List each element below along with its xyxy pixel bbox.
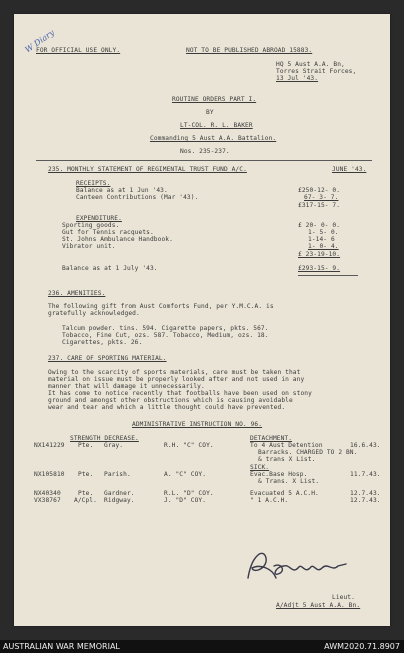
section-236-intro: The following gift from Aust Comforts Fund, per Y.M.C.A. is [48, 303, 274, 310]
surname: Gray. [104, 442, 124, 449]
section-236-intro: gratefully acknowledged. [48, 310, 140, 317]
archive-reference: AWM2020.71.8907 [324, 642, 400, 651]
closing-balance-amount: £293-15- 9. [298, 265, 341, 272]
detail: Evac.Base Hosp. [250, 471, 308, 478]
expenditure-item-amount: 1- 0- 4. [308, 243, 339, 250]
expenditure-item-label: St. Johns Ambulance Handbook. [62, 236, 173, 243]
rank: Pte. [78, 490, 94, 497]
document-date: 13 Jul '43. [276, 75, 319, 82]
company: R.L. "D" COY. [164, 490, 214, 497]
company: A. "C" COY. [164, 471, 207, 478]
company: J. "D" COY. [164, 497, 207, 504]
section-237-line: material on issue must be properly looked after and not used in any [48, 376, 305, 383]
amenities-row: Talcum powder. tins. 594. Cigarette papers, pkts. 567. [62, 325, 269, 332]
receipt-amount: £250-12- 0. [298, 187, 341, 194]
receipt-label: Canteen Contributions (Mar '43). [76, 194, 199, 201]
signature-title: Lieut. [332, 594, 355, 601]
entry-date: 12.7.43. [350, 497, 381, 504]
receipt-amount: 67- 3- 7. [304, 194, 339, 201]
amenities-row: Tobacco, Fine Cut, ozs. 587. Tobacco, Medium, ozs. 18. [62, 332, 269, 339]
not-published-label: NOT TO BE PUBLISHED ABROAD 15883. [186, 47, 313, 54]
receipts-total: £317-15- 7. [298, 202, 341, 209]
entry-date: 16.6.43. [350, 442, 381, 449]
expenditure-item-amount: 1-14- 6 [308, 236, 335, 243]
section-235-month: JUNE '43. [332, 166, 367, 173]
surname: Gardner. [104, 490, 135, 497]
signature-role: A/Adjt 5 Aust A.A. Bn. [276, 602, 361, 609]
expenditure-item-amount: £ 20- 0- 0. [298, 222, 341, 229]
archive-footer [0, 640, 404, 653]
service-number: NX105810 [34, 471, 65, 478]
expenditure-label: EXPENDITURE. [76, 215, 122, 222]
section-237-line: It has come to notice recently that footballs have been used on stony [48, 390, 312, 397]
surname: Ridgway. [104, 497, 135, 504]
title-by: BY [206, 109, 214, 116]
expenditure-item-amount: 1- 5- 0. [308, 229, 339, 236]
section-237-line: Owing to the scarcity of sports materials, care must be taken that [48, 369, 301, 376]
detail: To 4 Aust Detention [250, 442, 323, 449]
document-page [14, 14, 390, 626]
company: R.H. "C" COY. [164, 442, 214, 449]
detail-continued: & Trans. X List. [258, 478, 320, 485]
section-237-line: manner that will damage it unnecessarily. [48, 383, 205, 390]
admin-heading: ADMINISTRATIVE INSTRUCTION NO. 96. [132, 421, 263, 428]
receipts-label: RECEIPTS. [76, 180, 111, 187]
detail: " 1 A.C.H. [250, 497, 289, 504]
title-command: Commanding 5 Aust A.A. Battalion. [150, 135, 277, 142]
section-237-heading: 237. CARE OF SPORTING MATERIAL. [48, 355, 167, 362]
section-237-line: wear and tear and which a little thought could have prevented. [48, 404, 286, 411]
surname: Parish. [104, 471, 131, 478]
title-routine-orders: ROUTINE ORDERS PART I. [172, 96, 257, 103]
detail-continued: Barracks. CHARGED TO 2 BN. [258, 449, 358, 456]
detachment-heading: DETACHMENT. [250, 435, 293, 442]
service-number: NX141229 [34, 442, 65, 449]
rank: A/Cpl. [74, 497, 97, 504]
service-number: NX40340 [34, 490, 61, 497]
signature-mark [242, 544, 352, 586]
receipt-label: Balance as at 1 Jun '43. [76, 187, 168, 194]
closing-balance-label: Balance as at 1 July '43. [62, 265, 158, 272]
section-236-heading: 236. AMENITIES. [48, 290, 106, 297]
strength-decrease-heading: STRENGTH DECREASE. [70, 435, 139, 442]
unit-line-2: Torres Strait Forces, [276, 68, 357, 75]
section-237-line: ground and amongst other obstructions which is causing avoidable [48, 397, 293, 404]
title-numbers: Nos. 235-237. [180, 148, 230, 155]
entry-date: 12.7.43. [350, 490, 381, 497]
entry-date: 11.7.43. [350, 471, 381, 478]
rank: Pte. [78, 442, 94, 449]
expenditure-total: £ 23-19-10. [298, 251, 341, 258]
divider [36, 160, 372, 161]
archive-name: AUSTRALIAN WAR MEMORIAL [3, 642, 120, 651]
sick-heading: SICK. [250, 464, 270, 471]
title-commander: LT-COL. R. L. BAKER [180, 122, 253, 129]
detail-continued: & trans X List. [258, 456, 316, 463]
expenditure-item-label: Gut for Tennis racquets. [62, 229, 154, 236]
section-235-heading: 235. MONTHLY STATEMENT OF REGIMENTAL TRUST FUND A/C. [48, 166, 247, 173]
amenities-row: Cigarettes, pkts. 26. [62, 339, 143, 346]
unit-line-1: HQ 5 Aust A.A. Bn, [276, 61, 345, 68]
double-underline [298, 275, 358, 276]
rank: Pte. [78, 471, 94, 478]
expenditure-item-label: Vibrator unit. [62, 243, 116, 250]
handwritten-annotation: W Diary [23, 27, 57, 55]
official-use-label: FOR OFFICIAL USE ONLY. [36, 47, 121, 54]
detail: Evacuated 5 A.C.H. [250, 490, 319, 497]
expenditure-item-label: Sporting goods. [62, 222, 120, 229]
service-number: VX38767 [34, 497, 61, 504]
